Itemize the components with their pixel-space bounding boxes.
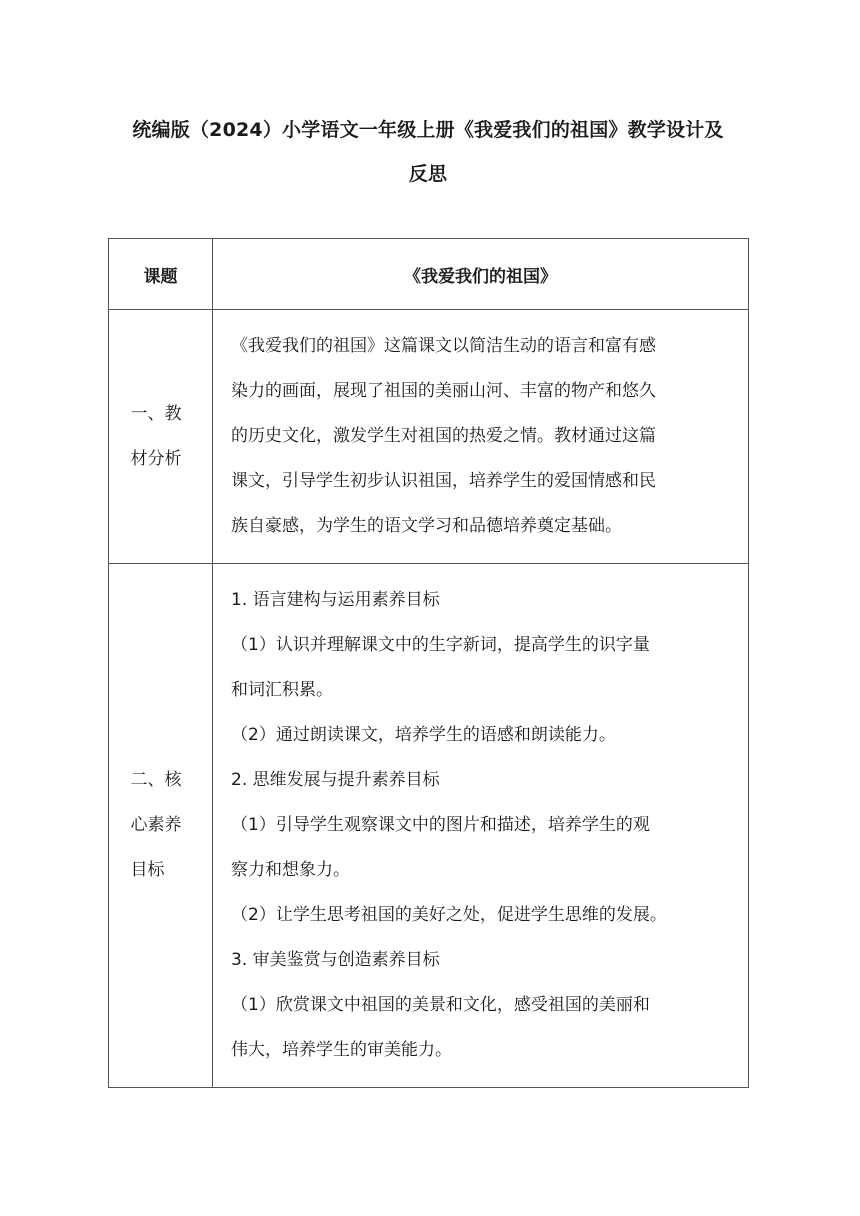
textbook-analysis-line: 《我爱我们的祖国》这篇课文以简洁生动的语言和富有感 <box>231 336 656 356</box>
goal-item-line: 伟大，培养学生的审美能力。 <box>231 1040 452 1060</box>
textbook-analysis-content <box>213 310 749 564</box>
goal-heading: 3. 审美鉴赏与创造素养目标 <box>231 950 440 970</box>
document-title-line-2: 反思 <box>408 163 448 185</box>
table-row-topic <box>109 239 749 310</box>
topic-value-cell <box>213 239 749 310</box>
goal-item-line: 察力和想象力。 <box>231 860 350 880</box>
topic-label: 课题 <box>143 266 178 287</box>
core-goals-content <box>213 564 749 1088</box>
goal-heading: 2. 思维发展与提升素养目标 <box>231 770 440 790</box>
table-row-core-goals <box>109 564 749 1088</box>
goal-item-line: 和词汇积累。 <box>231 680 333 700</box>
textbook-analysis-label-cell <box>109 310 213 564</box>
goal-item-line: （2）通过朗读课文，培养学生的语感和朗读能力。 <box>231 725 616 745</box>
textbook-analysis-label: 一、教材分析 <box>130 403 182 469</box>
textbook-analysis-line: 族自豪感，为学生的语文学习和品德培养奠定基础。 <box>231 516 622 536</box>
textbook-analysis-line: 的历史文化，激发学生对祖国的热爱之情。教材通过这篇 <box>231 426 656 446</box>
table-row-textbook-analysis <box>109 310 749 564</box>
document-title <box>108 108 748 196</box>
topic-label-cell <box>109 239 213 310</box>
goal-item-line: （2）让学生思考祖国的美好之处，促进学生思维的发展。 <box>231 905 667 925</box>
textbook-analysis-line: 染力的画面，展现了祖国的美丽山河、丰富的物产和悠久 <box>231 381 656 401</box>
core-goals-label-cell <box>109 564 213 1088</box>
topic-value: 《我爱我们的祖国》 <box>404 266 557 287</box>
goal-item-line: （1）认识并理解课文中的生字新词，提高学生的识字量 <box>231 635 650 655</box>
core-goals-label: 二、核心素养目标 <box>130 770 182 880</box>
goal-heading: 1. 语言建构与运用素养目标 <box>231 590 440 610</box>
goal-item-line: （1）欣赏课文中祖国的美景和文化，感受祖国的美丽和 <box>231 995 650 1015</box>
textbook-analysis-line: 课文，引导学生初步认识祖国，培养学生的爱国情感和民 <box>231 471 656 491</box>
document-title-line-1: 统编版（2024）小学语文一年级上册《我爱我们的祖国》教学设计及 <box>132 119 724 141</box>
lesson-plan-table <box>108 238 749 1088</box>
goal-item-line: （1）引导学生观察课文中的图片和描述，培养学生的观 <box>231 815 650 835</box>
